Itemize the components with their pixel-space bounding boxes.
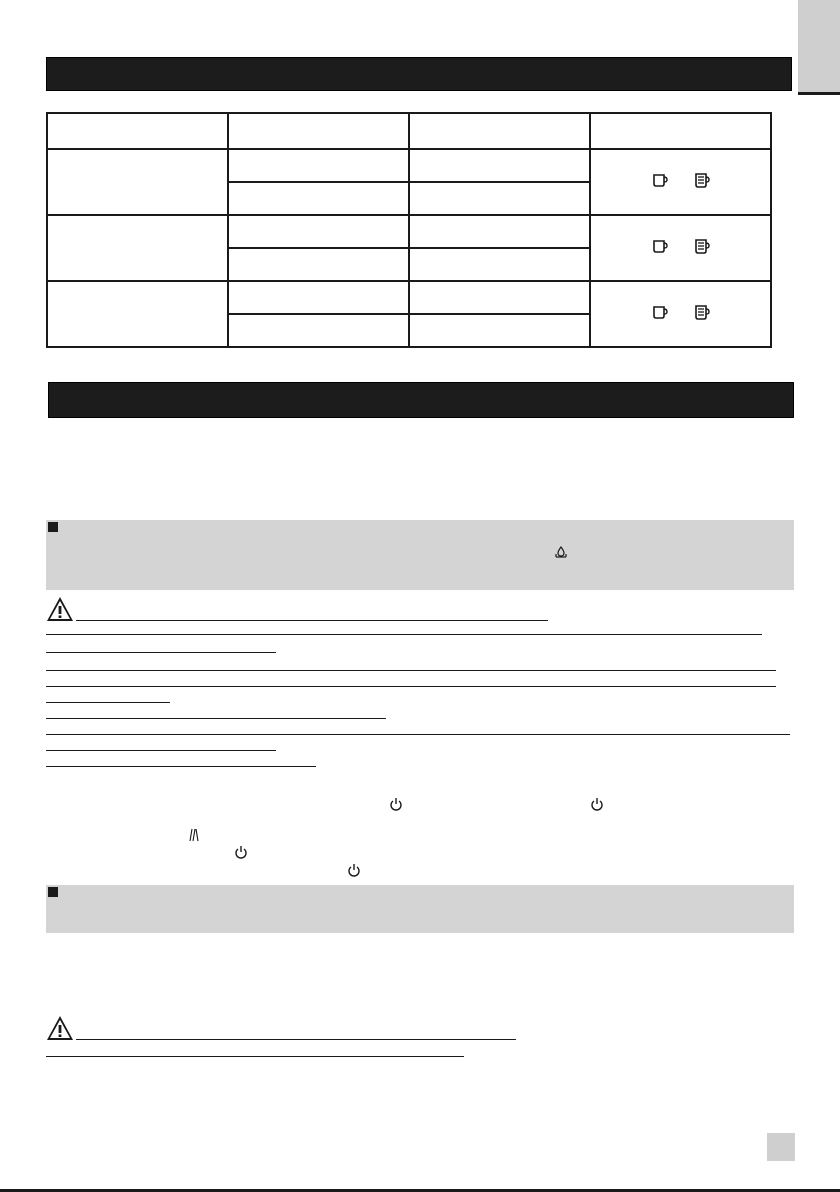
text-line <box>46 652 276 653</box>
cup-icon <box>652 238 668 254</box>
text-line <box>76 620 548 621</box>
table-cell <box>409 248 590 281</box>
table-cell <box>409 215 590 248</box>
text-line <box>46 766 316 767</box>
table-cell <box>228 314 409 347</box>
table-cell <box>409 149 590 182</box>
cup-icon <box>652 172 668 188</box>
warning-triangle-icon <box>46 596 74 622</box>
table-cell <box>409 314 590 347</box>
power-icon <box>347 863 361 878</box>
language-tab <box>798 0 840 95</box>
text-line <box>46 1056 464 1057</box>
cup-icon <box>652 304 668 320</box>
power-icon <box>389 797 403 812</box>
note-box-1 <box>46 520 794 590</box>
text-line <box>76 1039 516 1040</box>
spec-table <box>46 112 772 348</box>
text-line <box>46 718 386 719</box>
table-header-cell <box>590 113 771 149</box>
group-label <box>47 215 228 281</box>
text-line <box>46 702 170 703</box>
power-icon <box>590 797 604 812</box>
steam-icon <box>188 828 200 842</box>
warning-triangle-icon <box>46 1015 74 1041</box>
table-row <box>47 215 771 248</box>
table-cell <box>228 149 409 182</box>
mug-icon <box>694 172 710 188</box>
note-marker <box>48 522 58 532</box>
text-line <box>46 734 790 735</box>
table-cell <box>409 182 590 215</box>
table-cell <box>228 215 409 248</box>
table-cell <box>409 281 590 314</box>
page-number-box <box>767 1133 795 1161</box>
table-row <box>47 281 771 314</box>
power-icon <box>234 845 248 860</box>
text-line <box>46 634 762 635</box>
water-drop-icon <box>554 545 568 559</box>
cup-size-icons <box>590 281 771 347</box>
mug-icon <box>694 238 710 254</box>
text-line <box>46 686 776 687</box>
table-header-cell <box>47 113 228 149</box>
cup-size-icons <box>590 215 771 281</box>
group-label <box>47 281 228 347</box>
group-label <box>47 149 228 215</box>
table-cell <box>228 281 409 314</box>
note-box-2 <box>46 885 794 933</box>
table-cell <box>228 248 409 281</box>
note-marker <box>48 887 58 897</box>
table-row <box>47 149 771 182</box>
table-header-cell <box>228 113 409 149</box>
table-header-row <box>47 113 771 149</box>
table-header-cell <box>409 113 590 149</box>
text-line <box>46 750 276 751</box>
mug-icon <box>694 304 710 320</box>
text-line <box>46 670 776 671</box>
cup-size-icons <box>590 149 771 215</box>
section-header-1 <box>46 57 792 91</box>
section-header-2 <box>48 382 794 418</box>
table-cell <box>228 182 409 215</box>
